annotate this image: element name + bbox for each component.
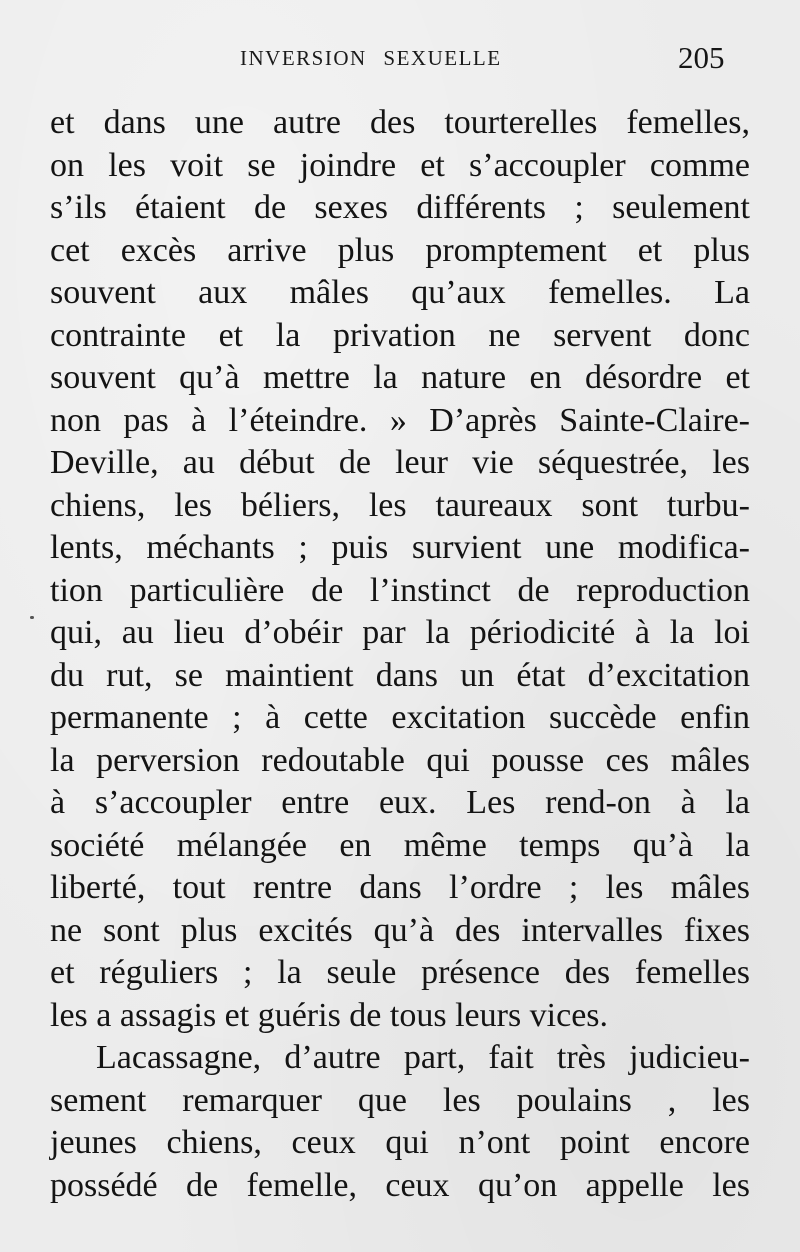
- text-line: non pas à l’éteindre. » D’après Sainte-Claire-: [50, 401, 750, 439]
- text-line: et dans une autre des tourterelles femelles,: [50, 104, 750, 141]
- text-line: la perversion redoutable qui pousse ces mâles: [50, 741, 750, 779]
- text-line-paragraph-end: les a assagis et guéris de tous leurs vices.: [50, 996, 609, 1034]
- body-text: [50, 102, 750, 1207]
- text-line: permanente ; à cette excitation succède enfin: [50, 699, 750, 736]
- text-line: qui, au lieu d’obéir par la périodicité à la loi: [50, 614, 750, 651]
- text-line: du rut, se maintient dans un état d’excitation: [50, 656, 750, 694]
- text-line: jeunes chiens, ceux qui n’ont point encore: [50, 1124, 750, 1161]
- text-line: lents, méchants ; puis survient une modifica-: [50, 529, 750, 566]
- text-line: chiens, les béliers, les taureaux sont turbu-: [50, 486, 750, 524]
- text-line: possédé de femelle, ceux qu’on appelle les: [50, 1166, 750, 1204]
- text-line: ne sont plus excités qu’à des intervalles fixes: [50, 911, 750, 949]
- text-line: et réguliers ; la seule présence des femelles: [50, 954, 750, 991]
- text-line: à s’accoupler entre eux. Les rend-on à la: [50, 784, 750, 821]
- text-line: contrainte et la privation ne servent donc: [50, 316, 750, 354]
- text-line: souvent qu’à mettre la nature en désordre et: [50, 359, 750, 396]
- text-line: souvent aux mâles qu’aux femelles. La: [50, 274, 750, 311]
- text-line: cet excès arrive plus promptement et plus: [50, 231, 750, 269]
- text-line: tion particulière de l’instinct de reproduction: [50, 571, 750, 609]
- text-line: société mélangée en même temps qu’à la: [50, 826, 750, 864]
- ink-speck: [30, 616, 34, 619]
- text-line: liberté, tout rentre dans l’ordre ; les mâles: [50, 869, 750, 906]
- running-head: INVERSION SEXUELLE: [240, 46, 502, 70]
- text-line-paragraph-start: Lacassagne, d’autre part, fait très judicieu-: [96, 1039, 750, 1076]
- page-number: 205: [678, 40, 725, 75]
- text-line: s’ils étaient de sexes différents ; seulement: [50, 189, 750, 226]
- text-line: on les voit se joindre et s’accoupler comme: [50, 146, 750, 184]
- text-line: sement remarquer que les poulains , les: [50, 1081, 750, 1119]
- text-line: Deville, au début de leur vie séquestrée, les: [50, 444, 750, 481]
